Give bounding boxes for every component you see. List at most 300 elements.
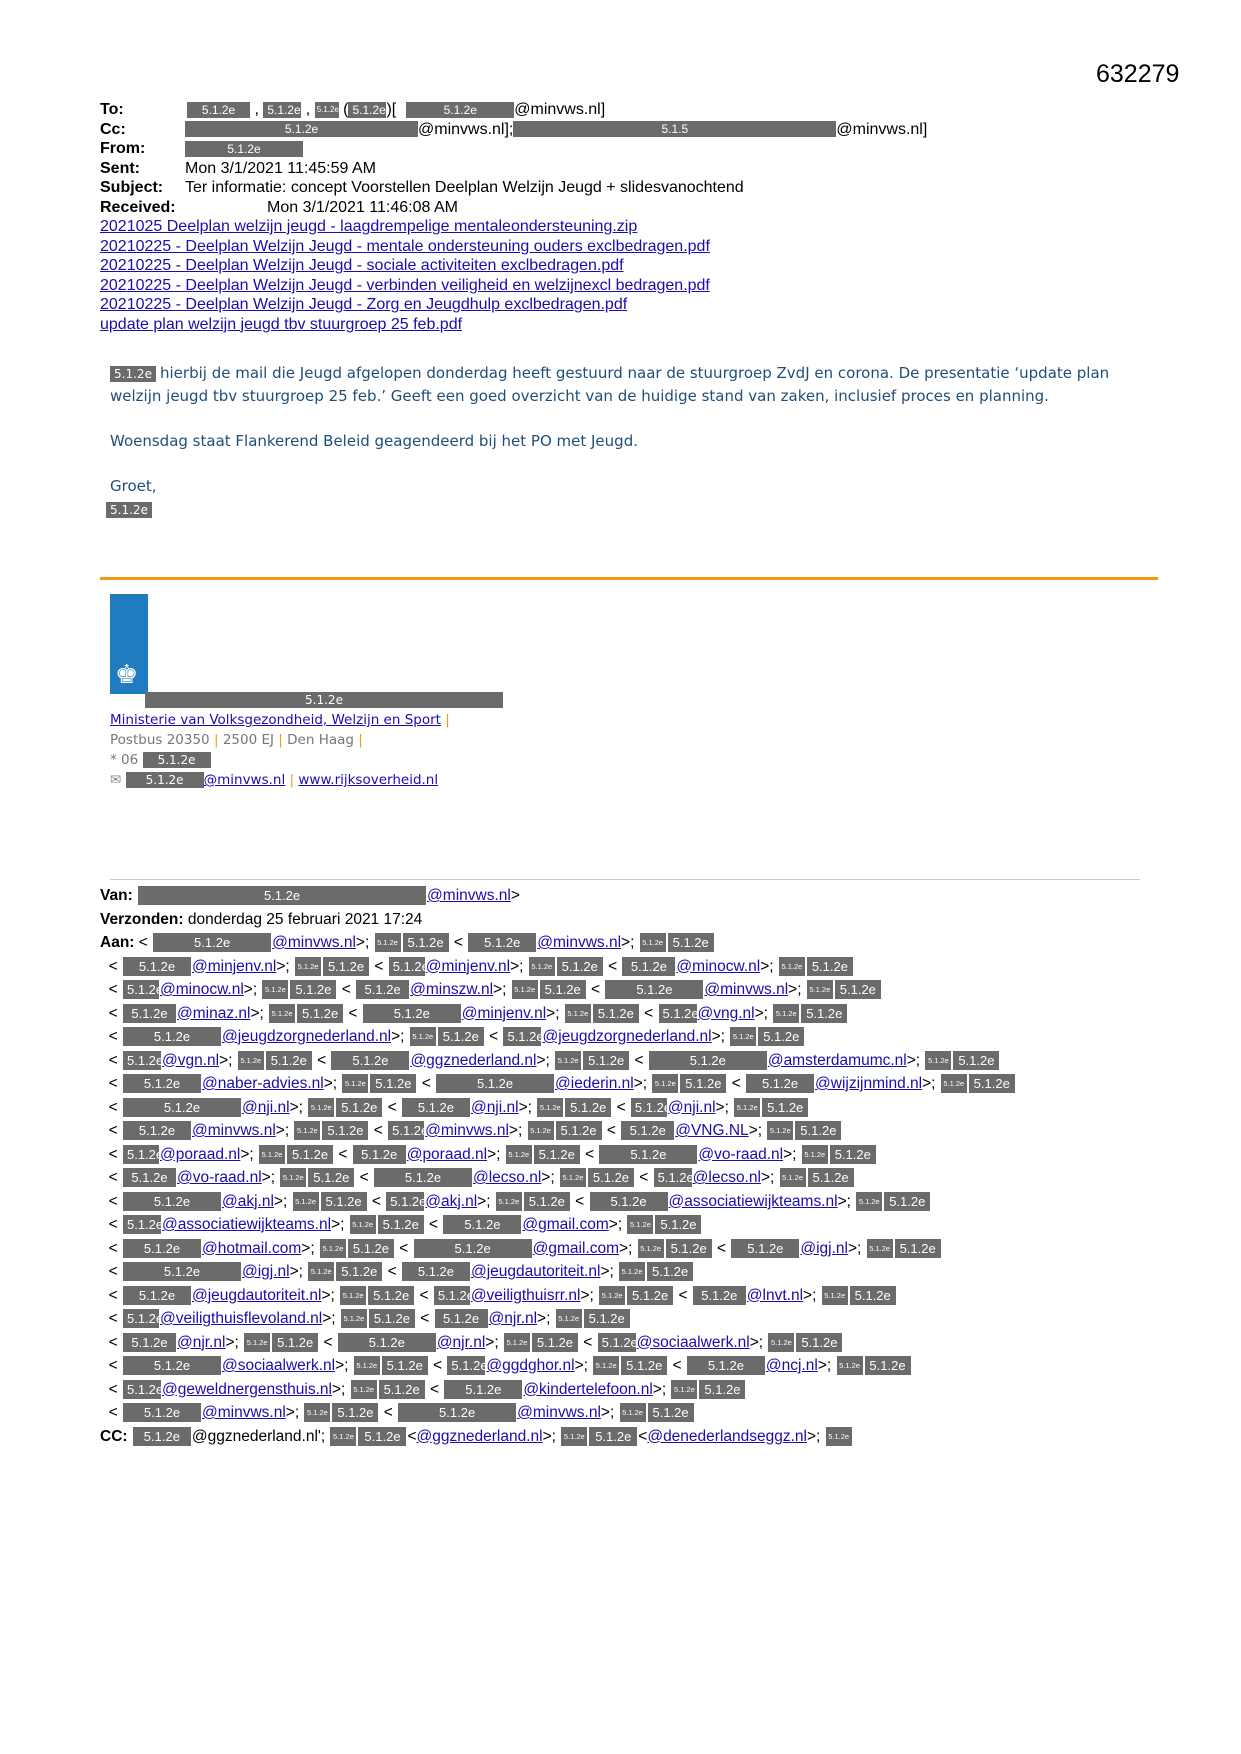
redaction: 5.1.2e — [123, 1168, 176, 1187]
email-address[interactable]: @njr.nl — [176, 1333, 226, 1351]
redaction: 5.1.2e — [269, 1004, 295, 1023]
redaction: 5.1.2e — [388, 1121, 424, 1140]
redaction: 5.1.2e — [557, 957, 603, 976]
email-address[interactable]: @geweldnergensthuis.nl — [161, 1380, 332, 1398]
cc-domain: @minvws.nl]; — [418, 120, 514, 138]
email-address[interactable]: @kindertelefoon.nl — [523, 1380, 653, 1398]
redaction: 5.1.2e — [687, 1356, 765, 1375]
email-address[interactable]: @poraad.nl — [406, 1145, 488, 1163]
redaction: 5.1.2e — [322, 1121, 368, 1140]
email-address[interactable]: @iederin.nl — [555, 1075, 634, 1092]
redaction: 5.1.2e — [436, 1074, 554, 1093]
aan-line: < 5.1.2e @jeugdzorgnederland.nl>; 5.1.2e 5.1.2e < 5.1.2e@jeugdzorgnederland.nl>; 5.1.2e 5.1.2e — [100, 1025, 1160, 1049]
redaction: 5.1.2e — [331, 1051, 409, 1070]
redaction: 5.1.2e — [358, 1427, 406, 1446]
redaction: 5.1.2e — [123, 1380, 161, 1399]
email-address[interactable]: @poraad.nl — [159, 1145, 241, 1163]
van-email[interactable]: @minvws.nl — [427, 887, 511, 904]
subject-label: Subject: — [100, 179, 164, 196]
redaction: 5.1.2e — [583, 1051, 629, 1070]
redaction: 5.1.2e — [389, 957, 425, 976]
redaction: 5.1.2e — [138, 886, 426, 905]
redaction: 5.1.2e — [287, 1145, 333, 1164]
redaction: 5.1.2e — [369, 1309, 415, 1328]
redaction: 5.1.2e — [402, 1262, 470, 1281]
redaction: 5.1.2e — [647, 1262, 693, 1281]
aan-line: < 5.1.2e @minaz.nl>; 5.1.2e 5.1.2e < 5.1.2e @minjenv.nl>; 5.1.2e 5.1.2e < 5.1.2e@vng.nl>; 5.1.2e 5.1.2e — [100, 1002, 1160, 1026]
email-address[interactable]: @minaz.nl — [176, 1004, 251, 1022]
redaction: 5.1.2e — [588, 1168, 634, 1187]
redaction: 5.1.2e — [680, 1074, 726, 1093]
redaction: 5.1.2e — [308, 1262, 334, 1281]
redaction: 5.1.2e — [123, 1098, 241, 1117]
redaction: 5.1.2e — [123, 1215, 161, 1234]
redaction: 5.1.2e — [374, 1168, 472, 1187]
redaction: 5.1.2e — [123, 1356, 221, 1375]
email-address[interactable]: @vgn.nl — [161, 1051, 220, 1069]
redaction: 5.1.2e — [532, 1333, 578, 1352]
redaction: 5.1.2e — [762, 1098, 808, 1117]
redaction: 5.1.2e — [244, 1333, 270, 1352]
ministry-link[interactable]: Ministerie van Volksgezondheid, Welzijn en Sport — [110, 712, 441, 728]
rijksoverheid-logo — [110, 594, 148, 694]
to-domain: @minvws.nl] — [514, 101, 606, 118]
attachment-link[interactable]: 20210225 - Deelplan Welzijn Jeugd - sociale activiteiten exclbedragen.pdf — [100, 257, 624, 274]
redaction: 5.1.2e — [410, 1027, 436, 1046]
email-address[interactable]: @sociaalwerk.nl — [636, 1333, 750, 1351]
email-address[interactable]: @ggdghor.nl — [486, 1357, 575, 1374]
email-address: @ggznederland.nl'; — [191, 1427, 330, 1445]
redaction: 5.1.2e — [382, 1356, 428, 1375]
redaction: 5.1.2e — [368, 1286, 414, 1305]
redaction: 5.1.2e — [338, 1333, 436, 1352]
email-address[interactable]: @minszw.nl — [410, 981, 494, 998]
email-address[interactable]: @minocw.nl — [159, 981, 244, 998]
redaction: 5.1.2e — [336, 1098, 382, 1117]
redaction: 5.1.2e — [555, 1051, 581, 1070]
crest-icon: ♚ — [115, 659, 139, 689]
redaction: 5.1.2e — [561, 1427, 587, 1446]
aan-line: < 5.1.2e @nji.nl>; 5.1.2e 5.1.2e < 5.1.2e @nji.nl>; 5.1.2e 5.1.2e < 5.1.2e@nji.nl>; 5.1.2e 5.1.2e — [100, 1096, 1160, 1120]
forwarded-message — [100, 884, 1160, 1448]
redaction: 5.1.2e — [185, 121, 418, 137]
redaction: 5.1.2e — [773, 1004, 799, 1023]
redaction: 5.1.2e — [321, 1192, 367, 1211]
redaction: 5.1.2e — [123, 1074, 201, 1093]
cc-row — [100, 120, 927, 140]
sent-label: Sent: — [100, 159, 140, 177]
email-address[interactable]: @gmail.com — [522, 1216, 609, 1233]
email-address[interactable]: @gmail.com — [532, 1239, 619, 1257]
redaction: 5.1.2e — [537, 1098, 563, 1117]
aan-line: < 5.1.2e @vo-raad.nl>; 5.1.2e 5.1.2e < 5.1.2e @lecso.nl>; 5.1.2e 5.1.2e < 5.1.2e@lecso.nl>; 5.1.2e 5.1.2e — [100, 1166, 1160, 1190]
redaction: 5.1.2e — [342, 1074, 368, 1093]
sent-value: Mon 3/1/2021 11:45:59 AM — [185, 159, 376, 177]
redaction: 5.1.2e — [330, 1427, 356, 1446]
redaction: 5.1.2e — [795, 1121, 841, 1140]
email-address[interactable]: @minvws.nl — [272, 934, 356, 951]
redaction: 5.1.2e — [434, 1286, 470, 1305]
email-address[interactable]: @minocw.nl — [676, 957, 761, 975]
email-address[interactable]: @sociaalwerk.nl — [221, 1357, 336, 1374]
redaction: 5.1.2e — [590, 1192, 668, 1211]
email-address[interactable]: @minjenv.nl — [461, 1004, 547, 1022]
email-address[interactable]: @ggznederland.nl — [410, 1051, 537, 1069]
aan-line: < 5.1.2e @jeugdautoriteit.nl>; 5.1.2e 5.1.2e < 5.1.2e@veiligthuisrr.nl>; 5.1.2e 5.1.2e < 5.1.2e @lnvt.nl>; 5.1.2e 5.1.2e — [100, 1284, 1160, 1308]
verzonden-label: Verzonden: — [100, 910, 184, 928]
redaction: 5.1.2e — [953, 1051, 999, 1070]
redaction: 5.1.2e — [627, 1215, 653, 1234]
email-address[interactable]: @denederlandseggz.nl — [647, 1427, 807, 1445]
redaction: 5.1.2e — [379, 1380, 425, 1399]
redaction: 5.1.2e — [620, 1403, 646, 1422]
redaction: 5.1.2e — [734, 1098, 760, 1117]
redaction: 5.1.2e — [370, 1074, 416, 1093]
redaction: 5.1.2e — [406, 102, 514, 118]
email-address[interactable]: @amsterdamumc.nl — [767, 1051, 907, 1069]
aan-line: < 5.1.2e@veiligthuisflevoland.nl>; 5.1.2e 5.1.2e < 5.1.2e @njr.nl>; 5.1.2e 5.1.2e — [100, 1307, 1160, 1331]
redaction: 5.1.2e — [622, 957, 675, 976]
redaction: 5.1.2e — [145, 692, 503, 708]
redaction: 5.1.2e — [266, 1051, 312, 1070]
redaction: 5.1.2e — [524, 1192, 570, 1211]
email-address[interactable]: @hotmail.com — [201, 1239, 302, 1257]
redaction: 5.1.2e — [123, 1403, 201, 1422]
aan-line: < 5.1.2e@vgn.nl>; 5.1.2e 5.1.2e < 5.1.2e @ggznederland.nl>; 5.1.2e 5.1.2e < 5.1.2e @amsterdamumc.nl>; 5.1.2e 5.1.2e — [100, 1049, 1160, 1073]
redaction: 5.1.2e — [826, 1427, 852, 1446]
cc-label: Cc: — [100, 120, 126, 138]
redaction: 5.1.2e — [593, 1356, 619, 1375]
aan-line: < 5.1.2e @njr.nl>; 5.1.2e 5.1.2e < 5.1.2e @njr.nl>; 5.1.2e 5.1.2e < 5.1.2e@sociaalwerk.nl>; 5.1.2e 5.1.2e — [100, 1331, 1160, 1355]
redaction: 5.1.2e — [699, 1380, 745, 1399]
email-address[interactable]: @nji.nl — [470, 1098, 519, 1116]
redaction: 5.1.2e — [830, 1145, 876, 1164]
subject-row — [100, 178, 927, 198]
to-row: To: 5.1.2e , 5.1.2e , 5.1.2e ( 5.1.2e )[ 5.1.2e @minvws.nl] — [100, 101, 606, 118]
redaction: 5.1.2e — [351, 1380, 377, 1399]
redaction: 5.1.2e — [126, 772, 204, 788]
aan-label: Aan: — [100, 934, 139, 951]
email-address[interactable]: @ggznederland.nl — [416, 1427, 543, 1445]
email-address[interactable]: @minjenv.nl — [191, 957, 277, 975]
aan-line: < 5.1.2e @minvws.nl>; 5.1.2e 5.1.2e < 5.1.2e@minvws.nl>; 5.1.2e 5.1.2e < 5.1.2e @VNG.NL>; 5.1.2e 5.1.2e — [100, 1119, 1160, 1143]
redaction: 5.1.2e — [435, 1309, 488, 1328]
email-address[interactable]: @veiligthuisrr.nl — [470, 1286, 581, 1304]
redaction: 5.1.2e — [123, 1192, 221, 1211]
redaction: 5.1.2e — [780, 1168, 806, 1187]
to-label: To: — [100, 101, 124, 118]
redaction: 5.1.2e — [294, 1121, 320, 1140]
redaction: 5.1.2e — [796, 1333, 842, 1352]
from-row — [100, 139, 927, 159]
email-address[interactable]: @vng.nl — [697, 1004, 755, 1022]
email-address[interactable]: @akj.nl — [221, 1192, 274, 1210]
email-address[interactable]: @nji.nl — [241, 1098, 290, 1116]
redaction: 5.1.2e — [123, 1027, 221, 1046]
email-address[interactable]: @igj.nl — [241, 1263, 290, 1280]
redaction: 5.1.2e — [671, 1380, 697, 1399]
redaction: 5.1.2e — [556, 1309, 582, 1328]
signature: 5.1.2e Ministerie van Volksgezondheid, Welzijn en Sport | Postbus 20350 | 2500 EJ | Den Haag | * 06 5.1.2e ✉ 5.1.2e @minvws.nl | www.rijksoverheid.nl — [110, 690, 503, 790]
email-address[interactable]: @minvws.nl — [517, 1404, 601, 1421]
verzonden-row — [100, 908, 1160, 932]
redaction: 5.1.2e — [259, 1145, 285, 1164]
redaction: 5.1.2e — [315, 102, 339, 118]
redaction: 5.1.2e — [123, 1262, 241, 1281]
verzonden-value: donderdag 25 februari 2021 17:24 — [187, 910, 423, 928]
redaction: 5.1.2e — [822, 1286, 848, 1305]
city: Den Haag — [287, 732, 354, 748]
greeting: Groet, — [110, 477, 157, 495]
redaction: 5.1.2e — [123, 1004, 176, 1023]
redaction: 5.1.2e — [123, 1121, 191, 1140]
redaction: 5.1.2e — [584, 1309, 630, 1328]
redaction: 5.1.2e — [123, 957, 191, 976]
redaction: 5.1.2e — [767, 1121, 793, 1140]
document-id: 632279 — [1096, 60, 1180, 88]
from-label: From: — [100, 140, 146, 157]
redaction: 5.1.2e — [506, 1145, 532, 1164]
redaction: 5.1.2e — [123, 1051, 161, 1070]
redaction: 5.1.2e — [807, 957, 853, 976]
aan-line: < 5.1.2e @minvws.nl>; 5.1.2e 5.1.2e < 5.1.2e @minvws.nl>; 5.1.2e 5.1.2e — [100, 1401, 1160, 1425]
email-address[interactable]: @vo-raad.nl — [698, 1145, 784, 1163]
separator — [100, 577, 1158, 580]
redaction: 5.1.2e — [133, 1427, 191, 1446]
redaction: 5.1.2e — [272, 1333, 318, 1352]
redaction: 5.1.2e — [884, 1192, 930, 1211]
redaction: 5.1.2e — [110, 366, 156, 382]
phone-prefix: 06 — [121, 752, 139, 768]
redaction: 5.1.2e — [589, 1427, 637, 1446]
redaction: 5.1.2e — [746, 1074, 814, 1093]
redaction: 5.1.2e — [969, 1074, 1015, 1093]
redaction: 5.1.2e — [649, 1051, 767, 1070]
redaction: 5.1.2e — [779, 957, 805, 976]
cc-row: CC: 5.1.2e @ggznederland.nl'; 5.1.2e 5.1.2e <@ggznederland.nl>; 5.1.2e 5.1.2e <@denederlandseggz.nl>; 5.1.2e — [100, 1425, 1160, 1449]
redaction: 5.1.2e — [414, 1239, 532, 1258]
redaction: 5.1.2e — [356, 980, 409, 999]
aan-line: < 5.1.2e @naber-advies.nl>; 5.1.2e 5.1.2e < 5.1.2e @iederin.nl>; 5.1.2e 5.1.2e < 5.1.2e @wijzijnmind.nl>; 5.1.2e 5.1.2e — [100, 1072, 1160, 1096]
redaction: 5.1.2e — [123, 1309, 159, 1328]
attachment-link[interactable]: 20210225 - Deelplan Welzijn Jeugd - mentale ondersteuning ouders exclbedragen.pdf — [100, 237, 710, 255]
postcode: 2500 EJ — [222, 732, 274, 748]
redaction: 5.1.2e — [363, 1004, 461, 1023]
email-address[interactable]: @jeugdautoriteit.nl — [470, 1263, 601, 1280]
redaction: 5.1.2e — [693, 1286, 746, 1305]
redaction: 5.1.2e — [185, 141, 303, 157]
redaction: 5.1.2e — [496, 1192, 522, 1211]
email-address[interactable]: @wijzijnmind.nl — [815, 1075, 923, 1092]
email-address[interactable]: @jeugdzorgnederland.nl — [221, 1028, 392, 1045]
email-link[interactable]: @minvws.nl — [203, 772, 286, 788]
redaction: 5.1.2e — [638, 1239, 664, 1258]
redaction: 5.1.2e — [731, 1239, 799, 1258]
attachment-link[interactable]: 2021025 Deelplan welzijn jeugd - laagdrempelige mentaleondersteuning.zip — [100, 218, 638, 235]
redaction: 5.1.2e — [353, 1145, 406, 1164]
redaction: 5.1.2e — [865, 1356, 911, 1375]
redaction: 5.1.2e — [398, 1403, 516, 1422]
redaction: 5.1.2e — [593, 1004, 639, 1023]
email-address[interactable]: @lecso.nl — [473, 1169, 542, 1186]
redaction: 5.1.2e — [350, 1215, 376, 1234]
redaction: 5.1.2e — [807, 980, 833, 999]
redaction: 5.1.2e — [386, 1192, 424, 1211]
redaction: 5.1.2e — [336, 1262, 382, 1281]
redaction: 5.1.2e — [304, 1403, 330, 1422]
email-address[interactable]: @minvws.nl — [537, 934, 622, 951]
redaction: 5.1.2e — [123, 1239, 201, 1258]
email-address[interactable]: @njr.nl — [436, 1333, 486, 1351]
redaction: 5.1.2e — [621, 1121, 674, 1140]
aan-line: < 5.1.2e@poraad.nl>; 5.1.2e 5.1.2e < 5.1.2e @poraad.nl>; 5.1.2e 5.1.2e < 5.1.2e @vo-raad.nl>; 5.1.2e 5.1.2e — [100, 1143, 1160, 1167]
redaction: 5.1.2e — [308, 1098, 334, 1117]
redaction: 5.1.2e — [447, 1356, 485, 1375]
email-address[interactable]: @associatiewijkteams.nl — [668, 1192, 838, 1210]
redaction: 5.1.2e — [340, 1286, 366, 1305]
redaction: 5.1.2e — [621, 1356, 667, 1375]
van-row: Van: 5.1.2e @minvws.nl> — [100, 887, 520, 904]
attachment-link[interactable]: 20210225 - Deelplan Welzijn Jeugd - verbinden veiligheid en welzijnexcl bedragen.pdf — [100, 276, 710, 294]
email-address[interactable]: @naber-advies.nl — [201, 1075, 324, 1092]
redaction: 5.1.2e — [599, 1145, 697, 1164]
redaction: 5.1.2e — [297, 1004, 343, 1023]
email-address[interactable]: @lecso.nl — [692, 1169, 761, 1186]
email-address[interactable]: @ncj.nl — [765, 1357, 818, 1374]
email-body — [110, 362, 1120, 521]
aan-line: < 5.1.2e @igj.nl>; 5.1.2e 5.1.2e < 5.1.2e @jeugdautoriteit.nl>; 5.1.2e 5.1.2e — [100, 1260, 1160, 1284]
redaction: 5.1.2e — [262, 980, 288, 999]
aan-line: < 5.1.2e @minjenv.nl>; 5.1.2e 5.1.2e < 5.1.2e@minjenv.nl>; 5.1.2e 5.1.2e < 5.1.2e @minocw.nl>; 5.1.2e 5.1.2e — [100, 955, 1160, 979]
aan-line: < 5.1.2e @sociaalwerk.nl>; 5.1.2e 5.1.2e < 5.1.2e@ggdghor.nl>; 5.1.2e 5.1.2e < 5.1.2e @ncj.nl>; 5.1.2e 5.1.2e — [100, 1354, 1160, 1378]
redaction: 5.1.2e — [503, 1027, 541, 1046]
redaction: 5.1.2e — [308, 1168, 354, 1187]
redaction: 5.1.2e — [801, 1004, 847, 1023]
divider — [110, 879, 1140, 880]
redaction: 5.1.2e — [850, 1286, 896, 1305]
redaction: 5.1.2e — [599, 1286, 625, 1305]
email-address[interactable]: @associatiewijkteams.nl — [161, 1216, 332, 1233]
redaction: 5.1.2e — [768, 1333, 794, 1352]
email-address[interactable]: @akj.nl — [425, 1192, 478, 1210]
redaction: 5.1.2e — [560, 1168, 586, 1187]
email-address[interactable]: @minjenv.nl — [425, 957, 511, 975]
email-address[interactable]: @minvws.nl — [191, 1122, 276, 1139]
phone-icon: * — [110, 752, 117, 768]
redaction: 5.1.2e — [444, 1380, 522, 1399]
website-link[interactable]: www.rijksoverheid.nl — [298, 772, 439, 788]
redaction: 5.1.2e — [354, 1356, 380, 1375]
van-label: Van: — [100, 887, 133, 904]
redaction: 5.1.2e — [468, 933, 536, 952]
email-address[interactable]: @igj.nl — [800, 1239, 848, 1257]
redaction: 5.1.2e — [378, 1215, 424, 1234]
redaction: 5.1.2e — [123, 1333, 176, 1352]
redaction: 5.1.2e — [443, 1215, 521, 1234]
email-address[interactable]: @minvws.nl — [425, 1122, 509, 1139]
envelope-icon: ✉ — [110, 772, 122, 788]
email-address[interactable]: @VNG.NL — [675, 1122, 749, 1139]
aan-line: < 5.1.2e@geweldnergensthuis.nl>; 5.1.2e 5.1.2e < 5.1.2e @kindertelefoon.nl>; 5.1.2e 5.1.2e — [100, 1378, 1160, 1402]
redaction: 5.1.2e — [280, 1168, 306, 1187]
address: Postbus 20350 — [110, 732, 210, 748]
redaction: 5.1.2e — [598, 1333, 636, 1352]
redaction: 5.1.2e — [802, 1145, 828, 1164]
redaction: 5.1.2e — [895, 1239, 941, 1258]
redaction: 5.1.2e — [375, 933, 401, 952]
redaction: 5.1.2e — [341, 1309, 367, 1328]
redaction: 5.1.2e — [106, 502, 152, 518]
redaction: 5.1.2e — [925, 1051, 951, 1070]
body-paragraph: hierbij de mail die Jeugd afgelopen donderdag heeft gestuurd naar de stuurgroep ZvdJ en corona. De presentatie ‘update plan welzijn jeugd tbv stuurgroep 25 feb.’ Geeft een goed overzicht van de huidige stand van zaken, inclusief proces en planning. — [110, 364, 1110, 405]
email-address[interactable]: @minvws.nl — [201, 1404, 286, 1421]
redaction: 5.1.2e — [320, 1239, 346, 1258]
redaction: 5.1.2e — [837, 1356, 863, 1375]
redaction: 5.1.2e — [565, 1004, 591, 1023]
email-address[interactable]: @veiligthuisflevoland.nl — [159, 1310, 323, 1327]
redaction: 5.1.2e — [648, 1403, 694, 1422]
redaction: 5.1.2e — [730, 1027, 756, 1046]
redaction: 5.1.2e — [504, 1333, 530, 1352]
redaction: 5.1.2e — [758, 1027, 804, 1046]
redaction: 5.1.2e — [605, 980, 703, 999]
redaction: 5.1.2e — [655, 1215, 701, 1234]
redaction: 5.1.2e — [808, 1168, 854, 1187]
email-address[interactable]: @lnvt.nl — [746, 1286, 804, 1304]
received-label: Received: — [100, 198, 176, 216]
email-address[interactable]: @nji.nl — [667, 1098, 716, 1116]
aan-line: < 5.1.2e @akj.nl>; 5.1.2e 5.1.2e < 5.1.2e@akj.nl>; 5.1.2e 5.1.2e < 5.1.2e @associatiewijkteams.nl>; 5.1.2e 5.1.2e — [100, 1190, 1160, 1214]
email-address[interactable]: @njr.nl — [488, 1310, 538, 1327]
email-address[interactable]: @jeugdzorgnederland.nl — [542, 1028, 712, 1045]
redaction: 5.1.2e — [348, 1239, 394, 1258]
received-row — [100, 198, 927, 218]
aan-block — [100, 931, 1160, 1425]
email-address[interactable]: @minvws.nl — [704, 981, 789, 998]
redaction: 5.1.2e — [263, 102, 301, 118]
email-address[interactable]: @jeugdautoriteit.nl — [191, 1286, 322, 1304]
redaction: 5.1.2e — [565, 1098, 611, 1117]
attachment-link[interactable]: 20210225 - Deelplan Welzijn Jeugd - Zorg en Jeugdhulp exclbedragen.pdf — [100, 296, 628, 313]
redaction: 5.1.2e — [835, 980, 881, 999]
redaction: 5.1.2e — [627, 1286, 673, 1305]
redaction: 5.1.5 — [513, 121, 836, 137]
redaction: 5.1.2e — [143, 752, 211, 768]
redaction: 5.1.2e — [529, 957, 555, 976]
redaction: 5.1.2e — [540, 980, 586, 999]
email-address[interactable]: @vo-raad.nl — [176, 1169, 262, 1186]
redaction: 5.1.2e — [528, 1121, 554, 1140]
redaction: 5.1.2e — [123, 980, 159, 999]
redaction: 5.1.2e — [668, 933, 714, 952]
aan-line: < 5.1.2e@minocw.nl>; 5.1.2e 5.1.2e < 5.1.2e @minszw.nl>; 5.1.2e 5.1.2e < 5.1.2e @minvws.nl>; 5.1.2e 5.1.2e — [100, 978, 1160, 1002]
aan-line: < 5.1.2e@associatiewijkteams.nl>; 5.1.2e 5.1.2e < 5.1.2e @gmail.com>; 5.1.2e 5.1.2e — [100, 1213, 1160, 1237]
cc-domain: @minvws.nl] — [836, 120, 928, 138]
redaction: 5.1.2e — [856, 1192, 882, 1211]
redaction: 5.1.2e — [512, 980, 538, 999]
redaction: 5.1.2e — [941, 1074, 967, 1093]
aan-line: < 5.1.2e @hotmail.com>; 5.1.2e 5.1.2e < 5.1.2e @gmail.com>; 5.1.2e 5.1.2e < 5.1.2e @igj.nl>; 5.1.2e 5.1.2e — [100, 1237, 1160, 1261]
redaction: 5.1.2e — [295, 957, 321, 976]
redaction: 5.1.2e — [123, 1286, 191, 1305]
cc-label: CC: — [100, 1427, 132, 1445]
redaction: 5.1.2e — [640, 933, 666, 952]
attachment-link[interactable]: update plan welzijn jeugd tbv stuurgroep 25 feb.pdf — [100, 315, 463, 333]
redaction: 5.1.2e — [293, 1192, 319, 1211]
redaction: 5.1.2e — [867, 1239, 893, 1258]
redaction: 5.1.2e — [153, 933, 271, 952]
redaction: 5.1.2e — [187, 102, 250, 118]
